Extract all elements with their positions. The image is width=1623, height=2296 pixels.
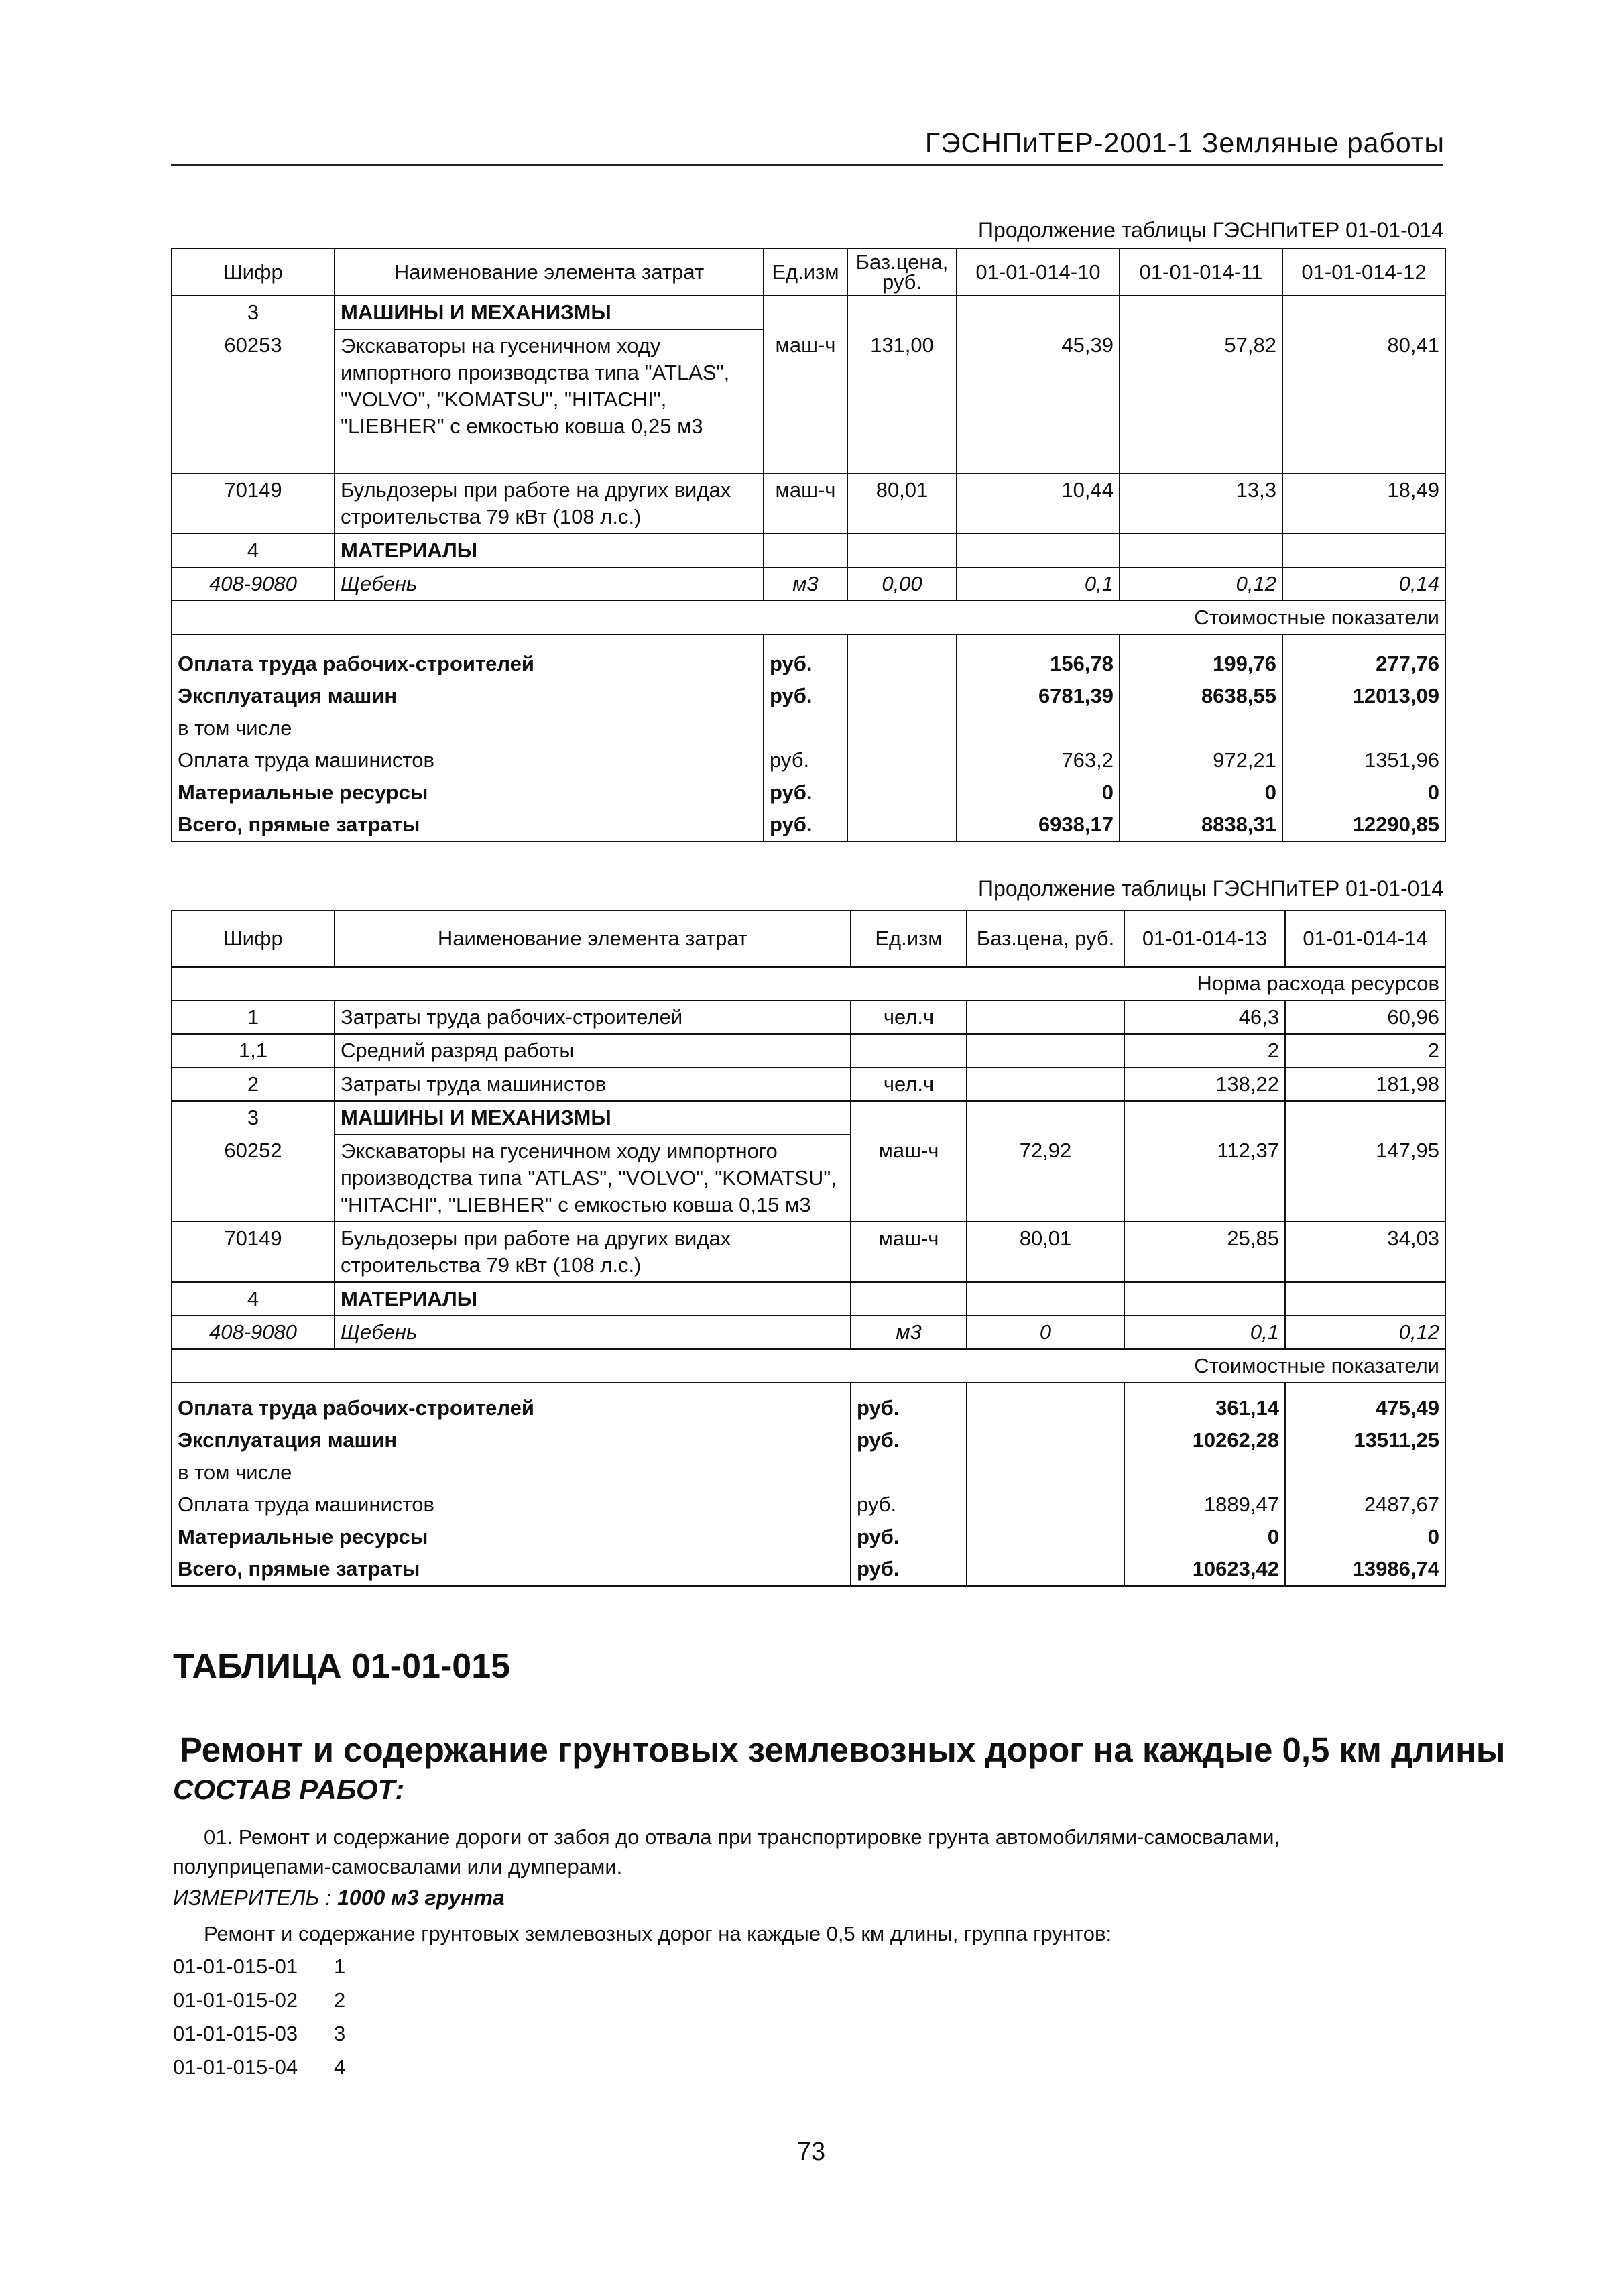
section-name: МАТЕРИАЛЫ [335, 534, 764, 567]
col-code-header: Шифр [172, 911, 335, 967]
col-price-header: Баз.цена, руб. [847, 249, 957, 296]
cost-label: Эксплуатация машин [172, 680, 764, 712]
row-name: Средний разряд работы [335, 1034, 851, 1068]
row-code: 1 [172, 1000, 335, 1034]
row-value: 57,82 [1120, 329, 1282, 473]
cost-row [172, 1424, 1445, 1456]
cost-value: 6938,17 [957, 809, 1120, 842]
spacer-row [172, 634, 1445, 648]
list-item [173, 2055, 345, 2079]
row-unit: маш-ч [851, 1135, 967, 1222]
page-header: ГЭСНПиТЕР-2001-1 Земляные работы [924, 127, 1445, 158]
row-value: 112,37 [1124, 1135, 1285, 1222]
cost-value: 12013,09 [1282, 680, 1445, 712]
row-value: 13,3 [1120, 473, 1282, 534]
row-value: 10,44 [957, 473, 1120, 534]
row-value: 34,03 [1285, 1222, 1445, 1282]
row-value: 138,22 [1124, 1068, 1285, 1101]
row-value: 0,12 [1120, 567, 1282, 601]
cost-row [172, 680, 1445, 712]
row-value: 2 [1124, 1034, 1285, 1068]
cost-header: Стоимостные показатели [172, 1349, 1445, 1383]
norm-header: Норма расхода ресурсов [172, 967, 1445, 1000]
cost-label: Всего, прямые затраты [172, 809, 764, 842]
group: 4 [334, 2055, 346, 2079]
table-row [172, 1316, 1445, 1349]
cost-label: Материальные ресурсы [172, 777, 764, 809]
col-name-header: Наименование элемента затрат [335, 249, 764, 296]
code: 01-01-015-03 [173, 2022, 298, 2045]
row-price: 131,00 [847, 329, 957, 473]
work-line-1: 01. Ремонт и содержание дороги от забоя до отвала при транспортировке грунта автомобилями-самосвалами, [204, 1825, 1280, 1849]
row-code: 4 [172, 534, 335, 567]
cost-header-row [172, 601, 1445, 634]
row-price: 0,00 [847, 567, 957, 601]
row-value: 0,14 [1282, 567, 1445, 601]
section-description: Ремонт и содержание грунтовых землевозных дорог на каждые 0,5 км длины [180, 1731, 1506, 1769]
table-row [172, 1000, 1445, 1034]
cost-label: Материальные ресурсы [172, 1521, 851, 1553]
table-row [172, 1034, 1445, 1068]
table-row [172, 567, 1445, 601]
section-name: МАШИНЫ И МЕХАНИЗМЫ [335, 1101, 851, 1135]
col-014-11-header: 01-01-014-11 [1120, 249, 1282, 296]
cost-value: 10262,28 [1124, 1424, 1285, 1456]
row-value: 46,3 [1124, 1000, 1285, 1034]
meter-value: 1000 м3 грунта [337, 1886, 505, 1910]
cost-unit: руб. [764, 777, 847, 809]
cost-value: 199,76 [1120, 648, 1282, 680]
row-unit: маш-ч [851, 1222, 967, 1282]
row-name: Затраты труда машинистов [335, 1068, 851, 1101]
cost-value: 2487,67 [1285, 1489, 1445, 1521]
row-price: 72,92 [967, 1135, 1124, 1222]
meter [173, 1886, 505, 1910]
row-value: 60,96 [1285, 1000, 1445, 1034]
cost-value: 277,76 [1282, 648, 1445, 680]
row-unit: м3 [851, 1316, 967, 1349]
cost-unit: руб. [851, 1553, 967, 1586]
cost-value: 13986,74 [1285, 1553, 1445, 1586]
list-item [173, 1955, 345, 1979]
table-row [172, 1135, 1445, 1222]
cost-label: Оплата труда рабочих-строителей [172, 1392, 851, 1424]
cost-row [172, 1392, 1445, 1424]
section-title: ТАБЛИЦА 01-01-015 [173, 1647, 511, 1686]
row-name: Щебень [335, 567, 764, 601]
table-row [172, 1068, 1445, 1101]
cost-header: Стоимостные показатели [172, 601, 1445, 634]
spacer-row [172, 1383, 1445, 1392]
meter-label: ИЗМЕРИТЕЛЬ : [173, 1886, 332, 1910]
cost-value: 12290,85 [1282, 809, 1445, 842]
col-014-12-header: 01-01-014-12 [1282, 249, 1445, 296]
list-intro: Ремонт и содержание грунтовых землевозных дорог на каждые 0,5 км длины, группа грунтов: [204, 1922, 1112, 1945]
cost-unit: руб. [764, 809, 847, 842]
composition-heading: СОСТАВ РАБОТ: [173, 1774, 405, 1805]
cost-label: Оплата труда машинистов [172, 744, 764, 777]
cost-row [172, 809, 1445, 842]
table1-continuation-note: Продолжение таблицы ГЭСНПиТЕР 01-01-014 [978, 218, 1443, 242]
row-code: 4 [172, 1282, 335, 1316]
norm-header-row [172, 967, 1445, 1000]
cost-value: 1351,96 [1282, 744, 1445, 777]
table-row [172, 534, 1445, 567]
cost-unit: руб. [851, 1392, 967, 1424]
row-price: 80,01 [967, 1222, 1124, 1282]
cost-unit: руб. [851, 1489, 967, 1521]
row-price: 0 [967, 1316, 1124, 1349]
row-value: 0,1 [957, 567, 1120, 601]
cost-value: 0 [957, 777, 1120, 809]
cost-label: Всего, прямые затраты [172, 1553, 851, 1586]
section-name: МАТЕРИАЛЫ [335, 1282, 851, 1316]
cost-row [172, 1521, 1445, 1553]
row-code: 3 [172, 296, 335, 329]
cost-value: 0 [1282, 777, 1445, 809]
cost-unit: руб. [851, 1424, 967, 1456]
cost-row [172, 777, 1445, 809]
row-unit: чел.ч [851, 1068, 967, 1101]
cost-value: 10623,42 [1124, 1553, 1285, 1586]
cost-label: в том числе [172, 1456, 851, 1489]
table-row [172, 1282, 1445, 1316]
row-value: 0,1 [1124, 1316, 1285, 1349]
row-price: 80,01 [847, 473, 957, 534]
cost-value: 972,21 [1120, 744, 1282, 777]
row-code: 70149 [172, 473, 335, 534]
row-code: 1,1 [172, 1034, 335, 1068]
row-name: Экскаваторы на гусеничном ходу импортного производства типа "ATLAS", "VOLVO", "KOMATSU", "HITACHI", "LIEBHER" с емкостью ковша 0,15 м3 [335, 1135, 851, 1222]
cost-label: Оплата труда машинистов [172, 1489, 851, 1521]
row-name: Бульдозеры при работе на других видах строительства 79 кВт (108 л.с.) [335, 1222, 851, 1282]
row-code: 408-9080 [172, 1316, 335, 1349]
code: 01-01-015-04 [173, 2055, 298, 2079]
cost-row [172, 712, 1445, 744]
row-unit: м3 [764, 567, 847, 601]
cost-value: 0 [1285, 1521, 1445, 1553]
col-unit-header: Ед.изм [851, 911, 967, 967]
cost-label: Оплата труда рабочих-строителей [172, 648, 764, 680]
cost-value: 0 [1124, 1521, 1285, 1553]
list-item [173, 2022, 345, 2046]
code: 01-01-015-01 [173, 1955, 298, 1978]
col-014-10-header: 01-01-014-10 [957, 249, 1120, 296]
section-name: МАШИНЫ И МЕХАНИЗМЫ [335, 296, 764, 329]
cost-value: 156,78 [957, 648, 1120, 680]
row-code: 70149 [172, 1222, 335, 1282]
table1 [171, 248, 1446, 842]
row-unit: чел.ч [851, 1000, 967, 1034]
row-name: Экскаваторы на гусеничном ходу импортного производства типа "ATLAS", "VOLVO", "KOMATSU", "HITACHI", "LIEBHER" с емкостью ковша 0,25 м3 [335, 329, 764, 473]
row-code: 2 [172, 1068, 335, 1101]
row-unit: маш-ч [764, 473, 847, 534]
cost-value: 8838,31 [1120, 809, 1282, 842]
row-code: 60253 [172, 329, 335, 473]
table-row [172, 1101, 1445, 1135]
row-name: Затраты труда рабочих-строителей [335, 1000, 851, 1034]
table-row [172, 296, 1445, 329]
row-name: Щебень [335, 1316, 851, 1349]
cost-value: 1889,47 [1124, 1489, 1285, 1521]
cost-value: 13511,25 [1285, 1424, 1445, 1456]
row-value: 18,49 [1282, 473, 1445, 534]
cost-value: 763,2 [957, 744, 1120, 777]
list-item [173, 1988, 345, 2012]
row-code: 3 [172, 1101, 335, 1135]
cost-header-row [172, 1349, 1445, 1383]
cost-unit: руб. [764, 744, 847, 777]
table1-header-row [172, 249, 1445, 296]
cost-row [172, 1456, 1445, 1489]
cost-value: 361,14 [1124, 1392, 1285, 1424]
table-row [172, 1222, 1445, 1282]
row-value: 0,12 [1285, 1316, 1445, 1349]
cost-unit: руб. [851, 1521, 967, 1553]
row-value: 45,39 [957, 329, 1120, 473]
cost-label: Эксплуатация машин [172, 1424, 851, 1456]
col-price-header: Баз.цена, руб. [967, 911, 1124, 967]
cost-unit: руб. [764, 680, 847, 712]
cost-row [172, 744, 1445, 777]
group: 1 [334, 1955, 346, 1978]
cost-value: 6781,39 [957, 680, 1120, 712]
cost-row [172, 1553, 1445, 1586]
col-014-14-header: 01-01-014-14 [1285, 911, 1445, 967]
row-code: 408-9080 [172, 567, 335, 601]
col-code-header: Шифр [172, 249, 335, 296]
page-number: 73 [796, 2138, 826, 2166]
cost-value: 0 [1120, 777, 1282, 809]
row-value: 2 [1285, 1034, 1445, 1068]
cost-label: в том числе [172, 712, 764, 744]
row-code: 60252 [172, 1135, 335, 1222]
cost-row [172, 648, 1445, 680]
table2 [171, 910, 1446, 1587]
cost-value: 475,49 [1285, 1392, 1445, 1424]
table-row [172, 329, 1445, 473]
table-row [172, 473, 1445, 534]
table2-header-row [172, 911, 1445, 967]
cost-value: 8638,55 [1120, 680, 1282, 712]
work-description [173, 1823, 1444, 1882]
row-value: 147,95 [1285, 1135, 1445, 1222]
cost-unit: руб. [764, 648, 847, 680]
table2-continuation-note: Продолжение таблицы ГЭСНПиТЕР 01-01-014 [978, 876, 1443, 901]
group: 3 [334, 2022, 346, 2045]
row-value: 80,41 [1282, 329, 1445, 473]
row-name: Бульдозеры при работе на других видах строительства 79 кВт (108 л.с.) [335, 473, 764, 534]
cost-row [172, 1489, 1445, 1521]
row-unit: маш-ч [764, 329, 847, 473]
code: 01-01-015-02 [173, 1988, 298, 2012]
col-014-13-header: 01-01-014-13 [1124, 911, 1285, 967]
col-name-header: Наименование элемента затрат [335, 911, 851, 967]
row-value: 181,98 [1285, 1068, 1445, 1101]
group: 2 [334, 1988, 346, 2012]
work-line-2: полуприцепами-самосвалами или думперами. [173, 1855, 623, 1878]
row-value: 25,85 [1124, 1222, 1285, 1282]
col-unit-header: Ед.изм [764, 249, 847, 296]
header-rule [171, 164, 1443, 166]
